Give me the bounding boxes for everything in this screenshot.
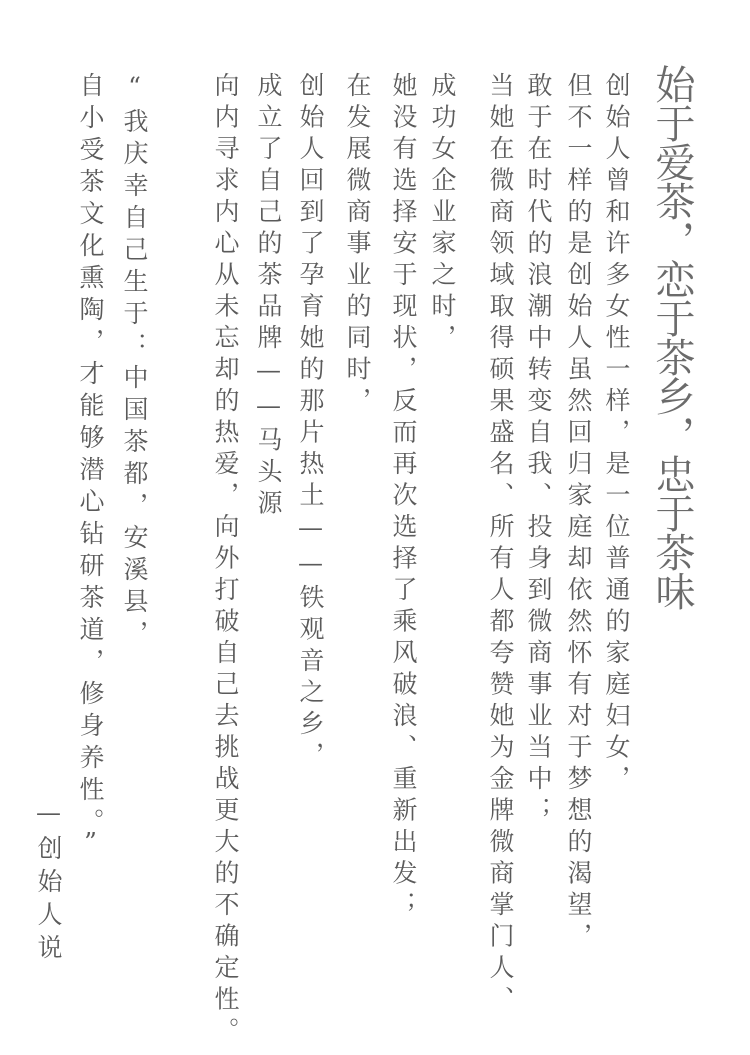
body-line-2: 但不一样的是创始人虽然回归家庭却依然怀有对于梦想的渴望， xyxy=(564,72,593,954)
body-line-5: 成功女企业家之时， xyxy=(428,72,457,356)
body-line-7: 在发展微商事业的同时， xyxy=(343,72,372,419)
page-title: 始于爱茶，恋于茶乡，忠于茶味 xyxy=(649,64,695,610)
body-line-3: 敢于在时代的浪潮中转变自我、投身到微商事业当中； xyxy=(524,72,553,828)
body-line-6: 她没有选择安于现状，反而再次选择了乘风破浪、重新出发； xyxy=(389,72,418,923)
body-line-10: 向内寻求内心从未忘却的热爱，向外打破自己去挑战更大的不确定性。 xyxy=(211,72,240,1049)
attribution: —创始人说 xyxy=(34,798,63,967)
body-line-4: 当她在微商领域取得硕果盛名、所有人都夸赞她为金牌微商掌门人、 xyxy=(486,72,515,1017)
body-line-9: 成立了自己的茶品牌——马头源 xyxy=(254,72,283,521)
body-line-8: 创始人回到了孕育她的那片热土——铁观音之乡， xyxy=(296,72,325,773)
body-line-1: 创始人曾和许多女性一样，是一位普通的家庭妇女， xyxy=(602,72,631,797)
quote-line-1: “我庆幸自己生于：中国茶都，安溪县， xyxy=(120,72,149,652)
quote-line-2: 自小受茶文化熏陶，才能够潜心钻研茶道，修身养性。” xyxy=(76,72,105,864)
